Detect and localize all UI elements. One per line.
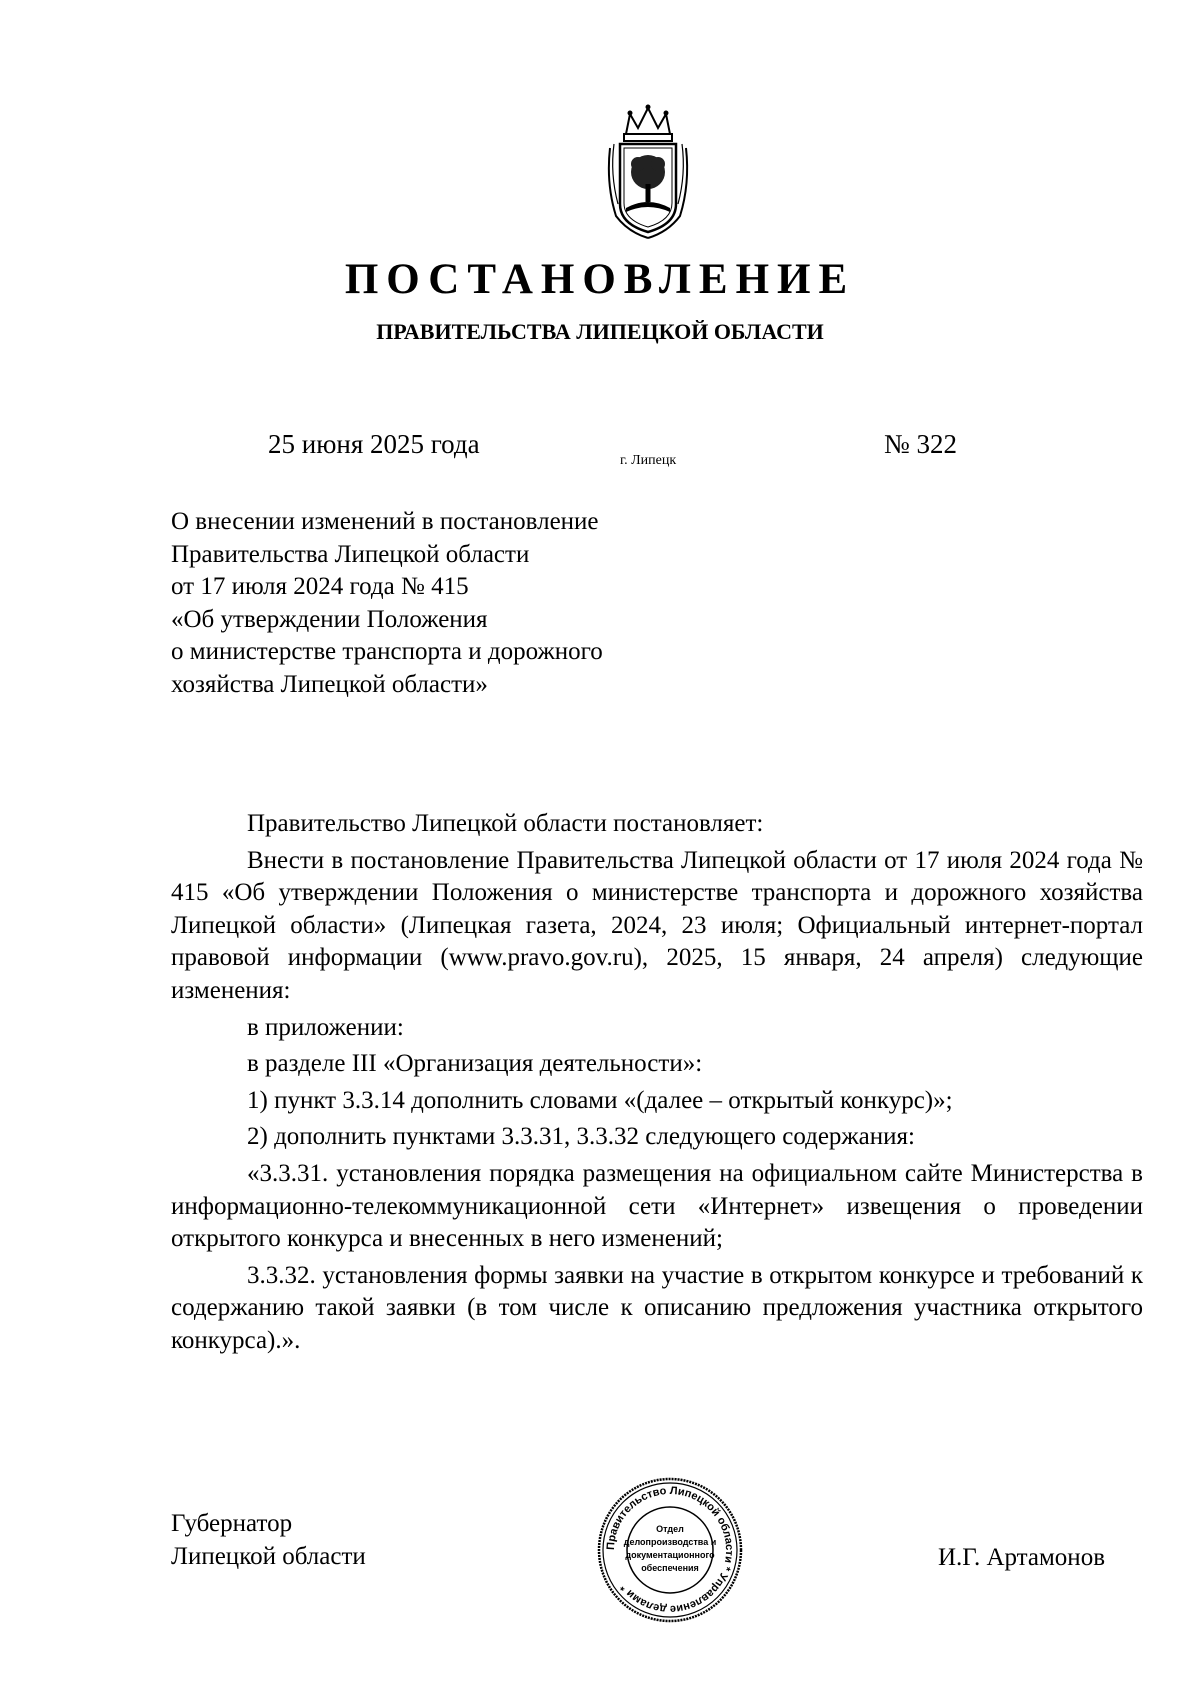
document-subtitle: ПРАВИТЕЛЬСТВА ЛИПЕЦКОЙ ОБЛАСТИ <box>376 319 824 344</box>
signatory-position-line: Липецкой области <box>171 1543 366 1570</box>
body-paragraph: в разделе III «Организация деятельности»: <box>247 1050 703 1078</box>
body-paragraph: 3.3.32. установления формы заявки на участие в открытом конкурсе и требований к содержанию такой заявки (в том числе к описанию предложения участника открытого конкурса).». <box>171 1261 1143 1354</box>
stamp-center-line: делопроизводства и <box>623 1537 717 1547</box>
body-paragraph: 1) пункт 3.3.14 дополнить словами «(далее – открытый конкурс)»; <box>247 1086 953 1114</box>
document-date: 25 июня 2025 года <box>268 429 480 459</box>
document-city: г. Липецк <box>620 453 677 468</box>
signatory-position-line: Губернатор <box>171 1510 293 1537</box>
coat-of-arms-icon <box>604 104 692 240</box>
body-paragraph: 2) дополнить пунктами 3.3.31, 3.3.32 следующего содержания: <box>247 1123 915 1151</box>
heading-line: Правительства Липецкой области <box>171 540 530 568</box>
signatory-position <box>171 1507 366 1573</box>
heading-line: хозяйства Липецкой области» <box>171 670 488 698</box>
body-paragraph: Правительство Липецкой области постановляет: <box>247 810 764 837</box>
document-number: № 322 <box>884 429 958 459</box>
heading-line: О внесении изменений в постановление <box>171 508 599 535</box>
heading-line: «Об утверждении Положения <box>171 605 488 633</box>
body-paragraph: в приложении: <box>247 1013 404 1041</box>
document-title: ПОСТАНОВЛЕНИЕ <box>344 256 856 303</box>
signatory-name: И.Г. Артамонов <box>938 1544 1105 1571</box>
official-stamp <box>596 1476 744 1624</box>
heading-line: о министерстве транспорта и дорожного <box>171 638 603 665</box>
heading-line: от 17 июля 2024 года № 415 <box>171 573 469 600</box>
body-paragraph: «3.3.31. установления порядка размещения на официальном сайте Министерства в информационно-телекоммуникационной сети «Интернет» извещения о проведении открытого конкурса и внесенных в него изменений; <box>171 1159 1143 1253</box>
stamp-ring-text: Правительство Липецкой области * Управление делами * <box>604 1484 736 1616</box>
body-paragraph: Внести в постановление Правительства Липецкой области от 17 июля 2024 года № 415 «Об утверждении Положения о министерстве транспорта и дорожного хозяйства Липецкой области» (Липецкая газета, 2024, 23 июля; Официальный интернет-портал правовой информации (www.pravo.gov.ru), 2025, 15 января, 24 апреля) следующие изменения: <box>171 846 1143 1004</box>
stamp-center-line: документационного <box>625 1550 715 1560</box>
document-body <box>171 808 1143 1362</box>
stamp-center-line: обеспечения <box>641 1563 699 1573</box>
stamp-center-line: Отдел <box>656 1524 684 1534</box>
document-heading <box>171 506 731 701</box>
